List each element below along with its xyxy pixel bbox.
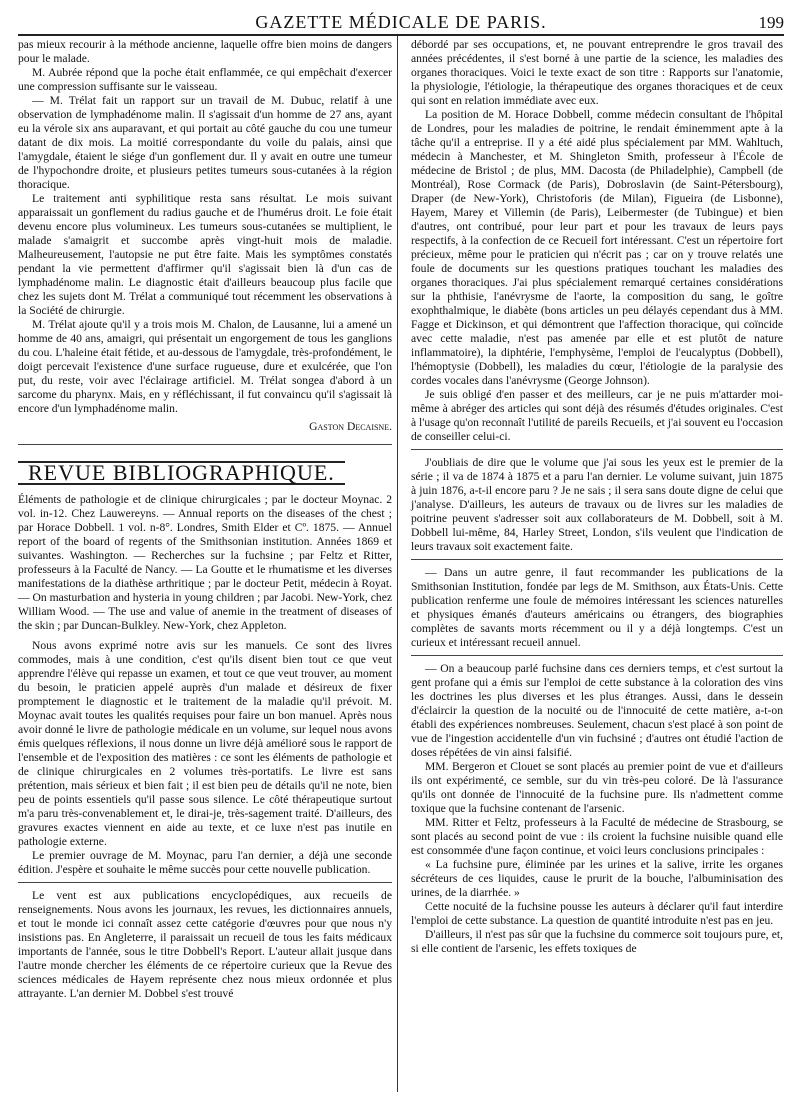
paragraph: Cette nocuité de la fuchsine pousse les auteurs à déclarer qu'il faut interdire l'emploi de cette substance. La question de quantité introduite n'est pas en jeu. xyxy=(411,900,783,927)
paragraph: débordé par ses occupations, et, ne pouvant entreprendre le gros travail des années précédentes, il s'est borné à une partie de la science, les maladies des organes thoraciques. Voici le texte exact de son titre : Rapports sur l'anatomie, la physiologie, l'étiologie, la thérapeutique des organes thoraciques et de ceux qui sont en relation immédiate avec eux. xyxy=(411,38,783,107)
paragraph: MM. Ritter et Feltz, professeurs à la Faculté de médecine de Strasbourg, se sont placés au second point de vue : ils croient la fuchsine nuisible quand elle est consommée d'une façon continue, et voici leurs conclusions principales : xyxy=(411,816,783,857)
bibliography-entries: Éléments de pathologie et de clinique chirurgicales ; par le docteur Moynac. 2 vol. in-12. Chez Lauwereyns. — Annual reports on the diseases of the chest ; par Horace Dobbell. 1 vol. n-8°. Londres, Smith Elder et Cº. 1875. — Annuel report of the board of regents of the Smithsonian institution. Années 1869 et suivantes. Washington. — Recherches sur la fuchsine ; par Feltz et Ritter, professeurs à la Faculté de Nancy. — La Goutte et le rhumatisme et les diverses manifestations de la diathèse arthritique ; par le docteur Petit, médecin à Royat. — On masturbation and hysteria in young children ; par Jacobi. New-York, chez William Wood. — The use and value of anemie in the treatment of diseases of the skin ; par Duncan-Bulkley. New-York, chez Appleton. xyxy=(18,493,392,632)
separator xyxy=(411,449,783,450)
header-rule xyxy=(18,34,784,36)
journal-title: GAZETTE MÉDICALE DE PARIS. xyxy=(255,12,547,32)
column-divider xyxy=(397,36,398,1092)
paragraph: Le traitement anti syphilitique resta sans résultat. Le mois suivant apparaissait un gonflement du radius gauche et de l'humérus droit. Le foie était devenu encore plus volumineux. Les tumeurs sous-cutanées se multiplient, le malade s'amaigrit et succombe après vingt-huit mois de maladie. Malheureusement, l'autopsie ne put être faite. Mais les symptômes constatés pendant la vie permettent d'affirmer qu'il s'agissait bien là d'un cas de lymphadénome malin. Le diagnostic était d'ailleurs beaucoup plus facile que chez les sujets dont M. Trélat a communiqué tout récemment les observations à la Société de chirurgie. xyxy=(18,192,392,317)
separator xyxy=(18,882,392,883)
paragraph: — On a beaucoup parlé fuchsine dans ces derniers temps, et c'est surtout la gent profane qui a émis sur l'emploi de cette substance à la coloration des vins les doctrines les plus diverses et les plus étranges. Aussi, dans le dessein d'éclaircir la question de la nocuité ou de l'innocuité de cette matière, a-t-on établi des expériences nombreuses. Seulement, chacun s'est placé à son point de vue de l'ingestion accidentelle d'un vin fuchsiné ; d'autres ont étudié l'action de doses répétées de vin ainsi falsifié. xyxy=(411,662,783,759)
page-number: 199 xyxy=(758,13,784,32)
page-header xyxy=(18,6,784,36)
separator xyxy=(18,444,392,445)
section-heading xyxy=(18,461,392,485)
paragraph: — M. Trélat fait un rapport sur un travail de M. Dubuc, relatif à une observation de lymphadénome malin. Il s'agissait d'un homme de 27 ans, ayant eu la vérole six ans auparavant, et qui portait au côté gauche du cou une tumeur datant de dix mois. La moitié correspondante du voile du palais, ainsi que l'amygdale, étaient le siége d'un gonflement dur. Il y avait en outre une tumeur de l'hypochondre droite, et plusieurs petites tumeurs sous-cutanées à la région thoracique. xyxy=(18,94,392,191)
signature: Gaston Decaisne. xyxy=(309,420,392,433)
quotation: « La fuchsine pure, éliminée par les urines et la salive, irrite les organes sécréteurs de ces liquides, cause le prurit de la bouche, l'albuminisation des urines, de la diarrhée. » xyxy=(411,858,783,899)
paragraph: MM. Bergeron et Clouet se sont placés au premier point de vue et d'ailleurs ils ont expérimenté, ce semble, sur du vin très-peu coloré. De là l'assurance qu'ils ont donnée de l'innocuité de la fuchsine pure. Ils n'admettent comme toxique que la fuchsine contenant de l'arsenic. xyxy=(411,760,783,815)
paragraph: — Dans un autre genre, il faut recommander les publications de la Smithsonian Institution, fondée par legs de M. Smithson, aux États-Unis. Cette publication renferme une foule de mémoires intéressant les sciences naturelles et physiques émanés d'auteurs américains ou étrangers, des biographies complètes de savants morts récemment ou il y a déjà longtemps. C'est un curieux et intéressant recueil annuel. xyxy=(411,566,783,649)
paragraph: La position de M. Horace Dobbell, comme médecin consultant de l'hôpital de Londres, pour les maladies de poitrine, le rendait éminemment apte à la tâche qu'il a entreprise. Il y a été aidé plus spécialement par MM. Wahltuch, médecin à Manchester, et M. Shingleton Smith, professeur à l'École de médecine de Bristol ; de plus, MM. Dacosta (de Philadelphie), Campbell (de Montréal), Rose Cormack (de Paris), Dobroslavin (de Saint-Pétersbourg), Draper (de New-York), Christoforis (de Milan), Figueira (de Lisbonne), Hayem, Marey et Villemin (de Paris), Leibermester (de Tubingue) et bien d'autres, ont contribué, pour leur part et pour les travaux de leurs pays respectifs, à la confection de ce Recueil fort intéressant. C'est un répertoire fort précieux, même pour le praticien qui n'écrit pas ; car on y trouve relatés une foule de documents sur les questions pratiques touchant les maladies des organes thoraciques. J'ai plus spécialement remarqué certaines considérations sur la phthisie, l'anévrysme de l'aorte, la composition du sang, le goître exophthalmique, le diabète (bons articles un peu délayés cependant dus à MM. Fagge et Dickinson, et qui démontrent que l'affection thoracique, qui coïncide avec cette maladie, n'est pas amenée par elle et est plutôt de nature inflammatoire), la diphtérie, l'emphysème, l'emploi de l'eucalyptus (Dobbell), l'hémoptysie (Dobbell), les maladies du cœur, l'étiologie de la paralysie des cordes vocales dans l'anévrysme (George Johnson). xyxy=(411,108,783,387)
paragraph: D'ailleurs, il n'est pas sûr que la fuchsine du commerce soit toujours pure, et, si elle contient de l'arsenic, les effets toxiques de xyxy=(411,928,783,955)
left-column xyxy=(18,38,392,1001)
section-title: REVUE BIBLIOGRAPHIQUE. xyxy=(18,461,345,485)
paragraph: Nous avons exprimé notre avis sur les manuels. Ce sont des livres commodes, mais à une condition, c'est qu'ils disent bien tout ce que veut apprendre l'élève qui repasse un examen, et tout ce que veut trouver, au moment du besoin, le praticien appelé auprès d'un malade et désireux de fixer promptement le diagnostic et le traitement de la maladie qu'il prévoit. M. Moynac avait toutes les qualités requises pour faire un bon manuel. Après nous avoir donné le livre de pathologie médicale en un volume, sur lequel nous avons émis quelques réflexions, il nous donne un livre déjà amélioré sous le rapport de l'ensemble et de l'exposition des matières : ce sont les éléments de pathologie et de clinique chirurgicales en 2 volumes très-portatifs. Le livre est sans prétention, mais sérieux et bien fait ; il est bien peu de détails qu'il ne note, bien peu de points essentiels qu'il passe sous silence. Le côté thérapeutique surtout m'a paru très-convenablement et, le dirai-je, très-sagement traité. D'ailleurs, des gravures exactes viennent en aide au texte, et ce luxe n'est pas inutile en pathologie externe. xyxy=(18,639,392,848)
bibliography-list xyxy=(18,493,392,633)
separator xyxy=(411,655,783,656)
paragraph: Je suis obligé d'en passer et des meilleurs, car je ne puis m'attarder moi-même à abréger des articles qui sont déjà des résumés d'études originales. C'est à l'usage qu'on reconnaît l'utilité de pareils Recueils, et j'ai souvent eu l'occasion de conseiller celui-ci. xyxy=(411,388,783,443)
paragraph: J'oubliais de dire que le volume que j'ai sous les yeux est le premier de la série ; il va de 1874 à 1875 et a paru l'an dernier. Le volume suivant, juin 1875 à juin 1876, a-t-il encore paru ? Je ne sais ; il sera sans doute digne de celui que j'analyse. D'ailleurs, les auteurs de travaux ou de livres sur les maladies de poitrine peuvent s'adresser soit aux collaborateurs de M. Dobbell, soit à M. Dobbell lui-même, 84, Harley Street, London, s'ils veulent que l'indication de leurs travaux soit exactement faite. xyxy=(411,456,783,553)
right-column xyxy=(411,38,783,956)
separator xyxy=(411,559,783,560)
paragraph: M. Trélat ajoute qu'il y a trois mois M. Chalon, de Lausanne, lui a amené un homme de 40 ans, amaigri, qui présentait un engorgement de tous les ganglions du cou. L'haleine était fétide, et au-dessous de l'amygdale, très-profondément, le doigt percevait l'existence d'une surface rugueuse, dure et exulcérée, que l'on put, du reste, voir avec l'éclairage artificiel. M. Trélat songea d'abord à un sarcome du pharynx. Mais, en y réfléchissant, il fut convaincu qu'il s'agissait là encore d'un lymphadénome malin. xyxy=(18,318,392,415)
paragraph: Le premier ouvrage de M. Moynac, paru l'an dernier, a déjà une seconde édition. J'espère et souhaite le même succès pour cette nouvelle publication. xyxy=(18,849,392,876)
paragraph: M. Aubrée répond que la poche était enflammée, ce qui empêchait d'exercer une compression suffisante sur le vaisseau. xyxy=(18,66,392,93)
paragraph: pas mieux recourir à la méthode ancienne, laquelle offre bien moins de dangers pour le malade. xyxy=(18,38,392,65)
paragraph: Le vent est aux publications encyclopédiques, aux recueils de renseignements. Nous avons les journaux, les revues, les dictionnaires annuels, et tout le monde ici connaît assez cette catégorie d'œuvres pour que nous n'y insistions pas. En Angleterre, il paraissait un recueil de tous les faits médicaux importants de l'année, sous le titre Dobbell's Report. L'auteur allait jusque dans l'autre monde chercher les éléments de ce répertoire curieux que la Revue des sciences médicales de Hayem représente chez nous mieux ordonnée et plus attrayante. L'an dernier M. Dobbel s'est trouvé xyxy=(18,889,392,1000)
